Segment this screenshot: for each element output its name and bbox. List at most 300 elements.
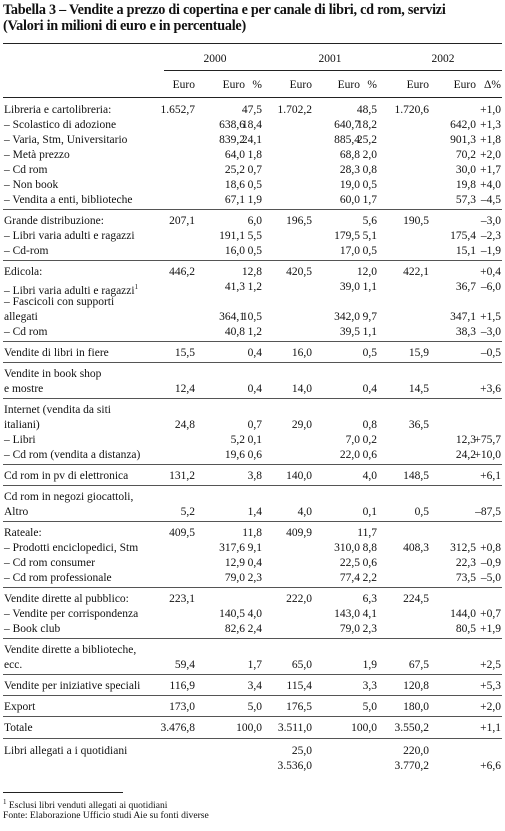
table-cell: 36,7	[455, 281, 476, 293]
table-cell: 70,2	[455, 149, 476, 161]
table-cell: 0,4	[247, 383, 262, 395]
row-separator	[3, 695, 502, 696]
table-cell: 0,5	[362, 245, 377, 257]
table-cell: 6,3	[362, 593, 377, 605]
row-label	[4, 325, 47, 339]
row-label-text: Libri allegati a i quotidiani	[4, 745, 128, 757]
row-label	[4, 403, 111, 417]
top-rule	[3, 43, 502, 44]
row-label-text: Export	[4, 701, 36, 713]
row-label-text: – Cd rom	[4, 164, 48, 176]
table-cell: 0,4	[247, 347, 262, 359]
table-cell: 18,4	[241, 119, 262, 131]
table-cell: +0,8	[480, 542, 501, 554]
table-cell: 12,0	[356, 266, 377, 278]
table-cell: 15,9	[408, 347, 429, 359]
row-separator	[3, 521, 502, 522]
column-header: Euro	[172, 79, 195, 91]
table-cell: 0,6	[247, 449, 262, 461]
table-cell: 140,0	[286, 470, 312, 482]
row-label-text: – Cd rom	[4, 326, 48, 338]
table-cell: 12,9	[224, 557, 245, 569]
row-label	[4, 310, 38, 324]
table-cell: 1.702,2	[277, 104, 312, 116]
table-cell: 24,1	[241, 134, 262, 146]
table-cell: –1,9	[480, 245, 501, 257]
table-cell: 2,3	[362, 623, 377, 635]
table-cell: 885,4	[334, 134, 360, 146]
table-cell: 3,8	[247, 470, 262, 482]
table-cell: +0,4	[480, 266, 501, 278]
table-cell: 3.770,2	[394, 760, 429, 772]
table-cell: 11,8	[242, 527, 262, 539]
table-cell: 1,1	[362, 281, 377, 293]
table-cell: 5,0	[362, 701, 377, 713]
row-separator	[3, 638, 502, 639]
row-label-text: allegati	[4, 311, 38, 323]
year-header-2001: 2001	[318, 53, 342, 65]
table-cell: +1,7	[480, 164, 501, 176]
table-cell: 0,4	[247, 557, 262, 569]
row-label-text: Vendite in book shop	[4, 368, 102, 380]
column-header: Euro	[406, 79, 429, 91]
row-label	[4, 214, 104, 228]
table-cell: 22,3	[455, 557, 476, 569]
year-rule	[164, 70, 502, 71]
table-cell: 176,5	[286, 701, 312, 713]
table-cell: 5,2	[230, 434, 245, 446]
table-cell: –4,5	[480, 194, 501, 206]
table-cell: 0,8	[362, 164, 377, 176]
row-label-text: Altro	[4, 506, 29, 518]
table-cell: +1,3	[480, 119, 501, 131]
table-cell: –0,5	[480, 347, 501, 359]
table-cell: 2,2	[362, 572, 377, 584]
column-header: Euro	[222, 79, 245, 91]
row-label-text: – Metà prezzo	[4, 149, 70, 161]
table-cell: 3,4	[247, 680, 262, 692]
row-separator	[3, 738, 502, 739]
table-cell: +1,1	[480, 722, 501, 734]
table-cell: 79,0	[339, 623, 360, 635]
table-cell: 0,5	[247, 245, 262, 257]
table-cell: 67,5	[408, 659, 429, 671]
table-cell: 1,1	[362, 326, 377, 338]
table-cell: 14,0	[291, 383, 312, 395]
table-cell: 47,5	[241, 104, 262, 116]
table-cell: 14,5	[408, 383, 429, 395]
table-cell: –0,9	[480, 557, 501, 569]
footnote-rule	[3, 792, 123, 793]
row-separator	[3, 398, 502, 399]
column-header: Euro	[289, 79, 312, 91]
table-cell: 15,1	[455, 245, 476, 257]
table-cell: 80,5	[455, 623, 476, 635]
table-cell: 39,5	[339, 326, 360, 338]
row-label-text: Vendite dirette a biblioteche,	[4, 644, 137, 656]
table-cell: +75,7	[474, 434, 501, 446]
row-label	[4, 229, 135, 243]
row-label-text: – Non book	[4, 179, 59, 191]
table-cell: 191,1	[219, 230, 245, 242]
row-label	[4, 607, 138, 621]
table-cell: 131,2	[169, 470, 195, 482]
row-label	[4, 418, 40, 432]
row-label-text: italiani)	[4, 419, 40, 431]
row-label	[4, 622, 60, 636]
table-cell: 364,1	[219, 311, 245, 323]
row-label	[4, 700, 35, 714]
table-subtitle: (Valori in milioni di euro e in percentuale)	[3, 18, 246, 34]
table-cell: +2,0	[480, 701, 501, 713]
table-cell: 68,8	[339, 149, 360, 161]
table-cell: 1,9	[247, 194, 262, 206]
table-cell: 317,6	[219, 542, 245, 554]
row-separator	[3, 485, 502, 486]
table-cell: 1,4	[247, 506, 262, 518]
table-cell: 25,2	[356, 134, 377, 146]
table-cell: 1,7	[362, 194, 377, 206]
table-cell: 0,4	[362, 383, 377, 395]
table-cell: 640,7	[334, 119, 360, 131]
row-label	[4, 679, 140, 693]
table-cell: 5,0	[247, 701, 262, 713]
table-cell: +6,1	[480, 470, 501, 482]
table-cell: 64,0	[224, 149, 245, 161]
table-cell: +1,0	[480, 104, 501, 116]
row-label	[4, 721, 33, 735]
row-label-text: Edicola:	[4, 266, 43, 278]
table-cell: 9,1	[247, 542, 262, 554]
table-cell: 4,0	[247, 608, 262, 620]
row-label	[4, 163, 47, 177]
table-cell: 222,0	[286, 593, 312, 605]
footnote-marker: 1	[3, 798, 7, 806]
table-cell: 36,5	[408, 419, 429, 431]
table-cell: 0,5	[414, 506, 429, 518]
table-cell: 446,2	[169, 266, 195, 278]
table-cell: 0,8	[362, 419, 377, 431]
table-cell: 77,4	[339, 572, 360, 584]
table-cell: 0,6	[362, 449, 377, 461]
row-label-text: Cd rom in negozi giocattoli,	[4, 491, 134, 503]
table-cell: 143,0	[334, 608, 360, 620]
footnote-text: Esclusi libri venduti allegati ai quotidiani	[8, 800, 168, 812]
row-label	[4, 244, 48, 258]
row-label-text: – Book club	[4, 623, 61, 635]
year-header-2002: 2002	[431, 53, 455, 65]
table-cell: 4,0	[362, 470, 377, 482]
table-cell: 16,0	[291, 347, 312, 359]
row-label	[4, 133, 127, 147]
table-cell: 4,0	[297, 506, 312, 518]
table-cell: 5,2	[180, 506, 195, 518]
row-label	[4, 346, 109, 360]
table-cell: +1,9	[480, 623, 501, 635]
table-cell: 24,2	[455, 449, 476, 461]
table-cell: 140,5	[219, 608, 245, 620]
table-cell: 2,0	[362, 149, 377, 161]
table-cell: 1,2	[247, 281, 262, 293]
table-cell: 18,2	[356, 119, 377, 131]
table-cell: 179,5	[334, 230, 360, 242]
table-cell: 642,0	[450, 119, 476, 131]
table-cell: 38,3	[455, 326, 476, 338]
table-cell: 30,0	[455, 164, 476, 176]
row-label	[4, 556, 95, 570]
table-cell: 422,1	[403, 266, 429, 278]
column-header: Euro	[337, 79, 360, 91]
header-rule	[3, 97, 502, 98]
table-cell: 19,8	[455, 179, 476, 191]
table-cell: +2,5	[480, 659, 501, 671]
table-cell: 12,3	[455, 434, 476, 446]
table-cell: 3,3	[362, 680, 377, 692]
table-cell: +1,8	[480, 134, 501, 146]
row-label-text: e mostre	[4, 383, 44, 395]
table-cell: 0,1	[362, 506, 377, 518]
table-cell: 408,3	[403, 542, 429, 554]
table-cell: –3,0	[480, 215, 501, 227]
table-cell: 22,0	[339, 449, 360, 461]
table-cell: 17,0	[339, 245, 360, 257]
table-cell: 0,5	[362, 179, 377, 191]
table-cell: 3.476,8	[160, 722, 195, 734]
table-cell: 1.720,6	[394, 104, 429, 116]
table-cell: 12,4	[174, 383, 195, 395]
table-cell: 8,8	[362, 542, 377, 554]
table-cell: 15,5	[174, 347, 195, 359]
table-cell: 65,0	[291, 659, 312, 671]
row-label	[4, 448, 140, 462]
table-cell: 82,6	[224, 623, 245, 635]
table-cell: –87,5	[475, 506, 501, 518]
table-cell: 310,0	[334, 542, 360, 554]
row-label-text: – Libri	[4, 434, 36, 446]
table-cell: 196,5	[286, 215, 312, 227]
row-label-text: Vendite di libri in fiere	[4, 347, 109, 359]
row-label	[4, 178, 58, 192]
table-cell: 5,5	[247, 230, 262, 242]
row-separator	[3, 362, 502, 363]
row-label-text: – Vendita a enti, biblioteche	[4, 194, 133, 206]
row-label	[4, 643, 136, 657]
table-cell: 420,5	[286, 266, 312, 278]
table-cell: 9,7	[362, 311, 377, 323]
row-label	[4, 592, 129, 606]
column-header: %	[367, 79, 377, 91]
row-label-text: ecc.	[4, 659, 23, 671]
table-cell: 3.511,0	[277, 722, 312, 734]
row-label	[4, 505, 28, 519]
table-cell: 41,3	[224, 281, 245, 293]
table-cell: 19,0	[339, 179, 360, 191]
table-cell: +4,0	[480, 179, 501, 191]
table-cell: 0,1	[247, 434, 262, 446]
row-separator	[3, 464, 502, 465]
table-cell: 6,0	[247, 215, 262, 227]
row-label-text: Grande distribuzione:	[4, 215, 104, 227]
table-cell: 173,0	[169, 701, 195, 713]
row-label	[4, 382, 43, 396]
row-label	[4, 265, 42, 279]
column-header: Δ%	[484, 79, 501, 91]
footnote-marker: 1	[134, 283, 139, 291]
table-cell: 24,8	[174, 419, 195, 431]
table-cell: +0,7	[480, 608, 501, 620]
table-cell: 2,4	[247, 623, 262, 635]
table-title: Tabella 3 – Vendite a prezzo di copertina e per canale di libri, cd rom, servizi	[3, 2, 446, 18]
table-cell: 0,2	[362, 434, 377, 446]
table-cell: 25,2	[224, 164, 245, 176]
table-cell: –3,0	[480, 326, 501, 338]
table-cell: 60,0	[339, 194, 360, 206]
row-label-text: – Cd rom professionale	[4, 572, 112, 584]
row-label-text: Internet (vendita da siti	[4, 404, 111, 416]
table-cell: 148,5	[403, 470, 429, 482]
row-separator	[3, 587, 502, 588]
table-cell: 180,0	[403, 701, 429, 713]
table-cell: 16,0	[224, 245, 245, 257]
column-header: Euro	[453, 79, 476, 91]
row-label-text: – Fascicoli con supporti	[4, 296, 115, 308]
row-label	[4, 571, 112, 585]
table-cell: +2,0	[480, 149, 501, 161]
table-cell: 0,7	[247, 164, 262, 176]
table-cell: 48,5	[356, 104, 377, 116]
row-label-text: – Vendite per corrispondenza	[4, 608, 139, 620]
table-cell: +5,3	[480, 680, 501, 692]
row-label	[4, 526, 42, 540]
table-cell: 0,5	[362, 347, 377, 359]
row-label-text: – Cd rom (vendita a distanza)	[4, 449, 141, 461]
table-cell: 7,0	[345, 434, 360, 446]
table-cell: 1,7	[247, 659, 262, 671]
row-label	[4, 490, 133, 504]
table-cell: 40,8	[224, 326, 245, 338]
table-cell: +6,6	[480, 760, 501, 772]
row-label	[4, 433, 36, 447]
table-cell: 19,6	[224, 449, 245, 461]
table-cell: 4,1	[362, 608, 377, 620]
row-separator	[3, 260, 502, 261]
table-cell: –6,0	[480, 281, 501, 293]
table-cell: 1.652,7	[160, 104, 195, 116]
row-label-text: – Libri varia adulti e ragazzi	[4, 284, 135, 297]
row-label	[4, 367, 101, 381]
row-label	[4, 118, 116, 132]
table-cell: 0,5	[247, 179, 262, 191]
row-label	[4, 295, 114, 309]
table-cell: 115,4	[286, 680, 312, 692]
table-cell: 18,6	[224, 179, 245, 191]
row-label-text: Rateale:	[4, 527, 42, 539]
table-cell: 223,1	[169, 593, 195, 605]
table-cell: 120,8	[403, 680, 429, 692]
row-label	[4, 744, 127, 758]
table-cell: 12,8	[241, 266, 262, 278]
table-cell: 57,3	[455, 194, 476, 206]
table-cell: 0,7	[247, 419, 262, 431]
table-cell: 901,3	[450, 134, 476, 146]
row-label-text: – Cd rom consumer	[4, 557, 96, 569]
source-note: Fonte: Elaborazione Ufficio studi Aie su fonti diverse	[3, 810, 209, 821]
table-cell: 190,5	[403, 215, 429, 227]
table-cell: 3.536,0	[277, 760, 312, 772]
table-cell: 39,0	[339, 281, 360, 293]
row-label-text: – Libri varia adulti e ragazzi	[4, 230, 135, 242]
table-cell: 175,4	[450, 230, 476, 242]
row-label-text: Cd rom in pv di elettronica	[4, 470, 129, 482]
table-cell: 29,0	[291, 419, 312, 431]
table-cell: –5,0	[480, 572, 501, 584]
row-label-text: Libreria e cartolibreria:	[4, 104, 112, 116]
table-cell: –2,3	[480, 230, 501, 242]
row-separator	[3, 716, 502, 717]
table-cell: +3,6	[480, 383, 501, 395]
row-separator	[3, 209, 502, 210]
table-cell: 100,0	[351, 722, 377, 734]
table-cell: 409,9	[286, 527, 312, 539]
row-label-text: – Varia, Stm, Universitario	[4, 134, 128, 146]
table-cell: 100,0	[236, 722, 262, 734]
row-label	[4, 541, 138, 555]
table-cell: 342,0	[334, 311, 360, 323]
row-separator	[3, 341, 502, 342]
table-cell: 347,1	[450, 311, 476, 323]
table-cell: 5,6	[362, 215, 377, 227]
row-label-text: Vendite per iniziative speciali	[4, 680, 141, 692]
row-label-text: Totale	[4, 722, 33, 734]
table-cell: 67,1	[224, 194, 245, 206]
table-cell: 638,6	[219, 119, 245, 131]
row-label	[4, 658, 22, 672]
table-cell: 1,8	[247, 149, 262, 161]
row-label	[4, 469, 128, 483]
table-cell: 22,5	[339, 557, 360, 569]
table-cell: 79,0	[224, 572, 245, 584]
table-cell: 25,0	[291, 745, 312, 757]
table-cell: 312,5	[450, 542, 476, 554]
year-header-2000: 2000	[203, 53, 227, 65]
table-cell: 73,5	[455, 572, 476, 584]
table-cell: 144,0	[450, 608, 476, 620]
table-cell: 1,2	[247, 326, 262, 338]
table-cell: 839,2	[219, 134, 245, 146]
table-cell: 207,1	[169, 215, 195, 227]
table-cell: +10,0	[474, 449, 501, 461]
table-cell: 2,3	[247, 572, 262, 584]
table-cell: 11,7	[357, 527, 377, 539]
row-label	[4, 148, 70, 162]
table-cell: 220,0	[403, 745, 429, 757]
table-cell: 116,9	[169, 680, 195, 692]
table-cell: +1,5	[480, 311, 501, 323]
table-cell: 5,1	[362, 230, 377, 242]
row-label-text: Vendite dirette al pubblico:	[4, 593, 129, 605]
table-cell: 224,5	[403, 593, 429, 605]
table-cell: 59,4	[174, 659, 195, 671]
row-label-text: – Cd-rom	[4, 245, 49, 257]
row-label-text: – Prodotti enciclopedici, Stm	[4, 542, 139, 554]
table-cell: 1,9	[362, 659, 377, 671]
table-cell: 409,5	[169, 527, 195, 539]
row-label	[4, 193, 133, 207]
table-cell: 28,3	[339, 164, 360, 176]
table-cell: 0,6	[362, 557, 377, 569]
row-label	[4, 103, 111, 117]
column-header: %	[252, 79, 262, 91]
